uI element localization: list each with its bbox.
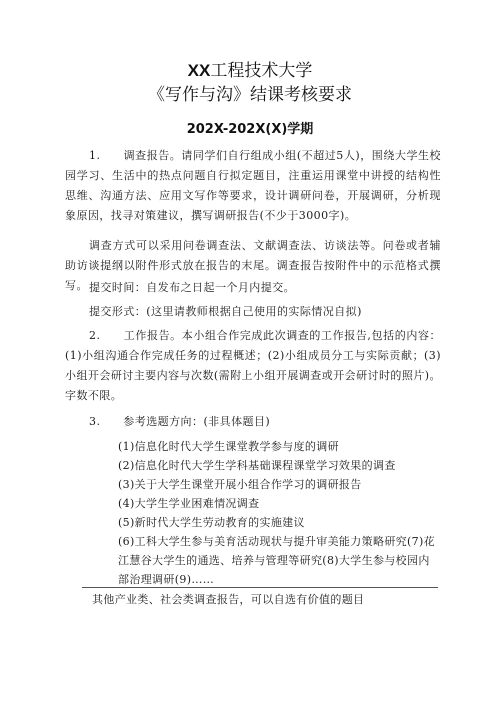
divider-line	[82, 587, 438, 588]
university-title-suffix: 工程技术大学	[210, 61, 313, 81]
term-label: 202X-202X(X)学期	[186, 122, 314, 137]
topic-item-5: (5)新时代大学生劳动教育的实施建议	[118, 516, 305, 529]
topic-item-4: (4)大学生学业困难情况调查	[118, 497, 260, 510]
course-title: 《写作与沟》结课考核要求	[148, 85, 352, 105]
section2-paragraph: 2. 工作报告。本小组合作完成此次调查的工作报告,包括的内容：(1)小组沟通合作完成任务的过程概述；(2)小组成员分工与实际贡献；(3)小组开会研讨主要内容与次数(需附上小组开展调查或开会研讨时的照片)。字数不限。	[65, 329, 441, 402]
section1-paragraph: 1. 调查报告。请同学们自行组成小组(不超过5人)，围绕大学生校园学习、生活中的热点问题自行拟定题目，注重运用课堂中讲授的结构性思维、沟通方法、应用文写作等要求，设计调研问卷，开展调研，分析现象原因，找寻对策建议，撰写调研报告(不少于3000字)。	[65, 149, 441, 222]
footer-note: 其他产业类、社会类调查报告，可以自选有价值的题目	[92, 593, 365, 606]
submit-form-text: 提交形式：(这里请教师根据自己使用的实际情况自拟)	[89, 305, 362, 318]
topic-list	[118, 437, 436, 589]
university-title-prefix: XX	[187, 61, 211, 80]
topic-item-1: (1)信息化时代大学生课堂教学参与度的调研	[118, 440, 339, 453]
topic-item-6: (6)工科大学生参与美育活动现状与提升审美能力策略研究(7)花江慧谷大学生的通选、培养与管理等研究(8)大学生参与校园内部治理调研(9)……	[118, 535, 436, 586]
section3-heading: 3. 参考选题方向：(非具体题目)	[89, 415, 271, 428]
university-title	[0, 56, 500, 81]
survey-method-paragraph: 调查方式可以采用问卷调查法、文献调查法、访谈法等。问卷或者辅助访谈提纲以附件形式放在报告的末尾。调查报告按附件中的示范格式撰写。	[65, 239, 441, 292]
topic-item-3: (3)关于大学生课堂开展小组合作学习的调研报告	[118, 478, 362, 491]
submit-time-text: 提交时间：自发布之日起一个月内提交。	[89, 281, 296, 294]
topic-item-2: (2)信息化时代大学生学科基础课程课堂学习效果的调查	[118, 459, 396, 472]
